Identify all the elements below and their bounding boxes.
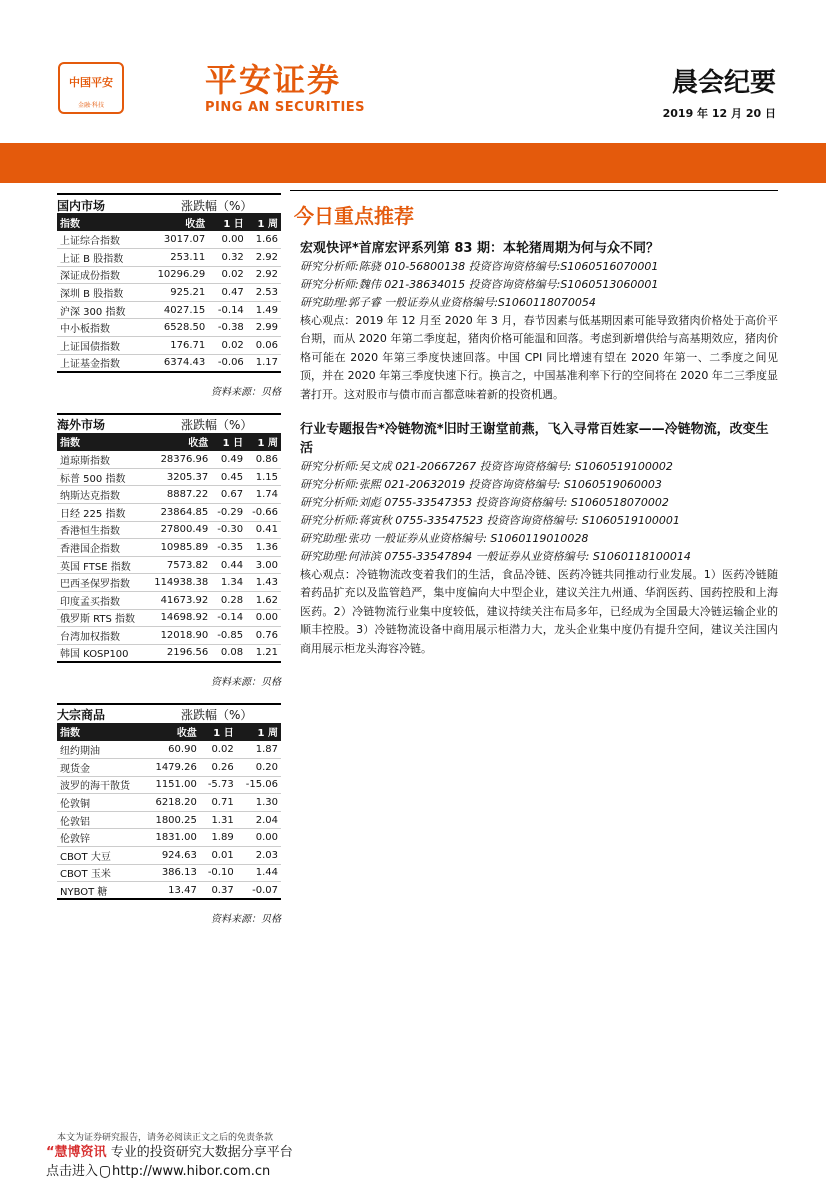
- website-link[interactable]: http://www.hibor.com.cn: [112, 1164, 271, 1179]
- footer-watermark: [46, 1141, 293, 1160]
- table-cell: 3017.07: [143, 231, 208, 249]
- table-cell: 0.45: [211, 468, 246, 486]
- brand-name-cn: 平安证券: [205, 61, 342, 99]
- table-row: [57, 354, 281, 372]
- table-cell: 1.62: [246, 592, 281, 610]
- table-row: [57, 451, 281, 469]
- table-cell: -0.06: [208, 354, 247, 372]
- table-cell: 12018.90: [146, 627, 212, 645]
- table-row: [57, 231, 281, 249]
- pointer-icon: [100, 1166, 110, 1178]
- table-cell: NYBOT 糖: [57, 882, 145, 900]
- table-cell: 0.47: [208, 284, 247, 302]
- table-cell: 纽约期油: [57, 741, 145, 759]
- table-cell: -0.29: [211, 504, 246, 522]
- table-cell: 1800.25: [145, 811, 200, 829]
- table-row: [57, 284, 281, 302]
- table-cell: 1.30: [237, 794, 281, 812]
- pingan-group-logo: [58, 62, 124, 114]
- column-header: 1 周: [247, 213, 281, 231]
- table-cell: 924.63: [145, 846, 200, 864]
- table-row: [57, 266, 281, 284]
- table-row: [57, 846, 281, 864]
- table-cell: -0.30: [211, 521, 246, 539]
- table-cell: -0.10: [200, 864, 237, 882]
- section-title: 今日重点推荐: [294, 204, 414, 228]
- analyst-list: [300, 258, 778, 312]
- table-row: [57, 609, 281, 627]
- analyst-line: 研究分析师:魏伟 021-38634015 投资咨询资格编号:S1060513060001: [300, 278, 659, 291]
- overseas-market-title: 海外市场: [57, 418, 106, 433]
- table-row: [57, 741, 281, 759]
- table-cell: 道琼斯指数: [57, 451, 146, 469]
- article-body: 核心观点：2019 年 12 月至 2020 年 3 月，春节因素与低基期因素可能导致猪肉价格处于高价平台期，而从 2020 年第二季度起，猪肉价格可能温和回落。考虑到新增供给与高基期效应，猪肉价格可能在 2020 年第三季度快速回落。中国 CPI 同比增速有望在 2020 年第一、二季度之间见顶，并在 2020 年第三季度快速下行。换言之，中国基准利率下行的空间将在 2020 年二三季度显著打开。这对股市与债市而言都意味着新的投资机遇。: [300, 314, 778, 401]
- table-cell: 1479.26: [145, 758, 200, 776]
- domestic-source: 资料来源：贝格: [211, 386, 281, 398]
- table-cell: 6528.50: [143, 319, 208, 337]
- table-cell: CBOT 大豆: [57, 846, 145, 864]
- table-cell: 0.00: [246, 609, 281, 627]
- table-cell: 0.44: [211, 556, 246, 574]
- table-cell: 台湾加权指数: [57, 627, 146, 645]
- article-cold-chain: [300, 420, 778, 658]
- table-cell: 上证 B 股指数: [57, 249, 143, 267]
- column-header: 1 周: [237, 723, 281, 741]
- table-cell: -0.07: [237, 882, 281, 900]
- logo-subtext: 金融·科技: [78, 102, 104, 109]
- overseas-market-table: [57, 433, 281, 663]
- table-cell: 2.04: [237, 811, 281, 829]
- table-cell: 41673.92: [146, 592, 212, 610]
- domestic-market-title: 国内市场: [57, 198, 106, 213]
- domestic-market-table: [57, 213, 281, 373]
- domestic-market-block: [57, 193, 281, 403]
- table-row: [57, 882, 281, 900]
- analyst-line: 研究分析师:刘彪 0755-33547353 投资咨询资格编号: S1060518070002: [300, 496, 669, 510]
- column-header: 收盘: [143, 213, 208, 231]
- table-cell: 13.47: [145, 882, 200, 900]
- table-cell: 伦敦锌: [57, 829, 145, 847]
- analyst-line: 研究分析师:张熙 021-20632019 投资咨询资格编号: S1060519060003: [300, 478, 662, 492]
- table-cell: 2.03: [237, 846, 281, 864]
- table-cell: 0.26: [200, 758, 237, 776]
- table-cell: 0.02: [208, 266, 247, 284]
- footer-link-row: [46, 1160, 270, 1179]
- table-cell: 0.00: [208, 231, 247, 249]
- footer-disclaimer: 本文为证券研究报告，请务必阅读正文之后的免责条款: [57, 1133, 274, 1143]
- table-cell: 0.08: [211, 644, 246, 662]
- table-cell: 伦敦铝: [57, 811, 145, 829]
- table-cell: 印度孟买指数: [57, 592, 146, 610]
- table-cell: 0.32: [208, 249, 247, 267]
- table-cell: 3205.37: [146, 468, 212, 486]
- table-cell: 巴西圣保罗指数: [57, 574, 146, 592]
- table-row: [57, 301, 281, 319]
- watermark-slogan: 专业的投资研究大数据分享平台: [110, 1145, 293, 1160]
- table-cell: 纳斯达克指数: [57, 486, 146, 504]
- table-cell: 俄罗斯 RTS 指数: [57, 609, 146, 627]
- analyst-line: 研究分析师:陈骁 010-56800138 投资咨询资格编号:S1060516070001: [300, 260, 659, 273]
- analyst-line: 研究助理:郭子睿 一般证券从业资格编号:S1060118070054: [300, 296, 596, 309]
- table-cell: 925.21: [143, 284, 208, 302]
- table-cell: 1831.00: [145, 829, 200, 847]
- table-cell: 8887.22: [146, 486, 212, 504]
- table-cell: 0.28: [211, 592, 246, 610]
- table-cell: 0.01: [200, 846, 237, 864]
- table-cell: -5.73: [200, 776, 237, 794]
- table-cell: 14698.92: [146, 609, 212, 627]
- table-row: [57, 864, 281, 882]
- article-macro: [300, 239, 778, 404]
- overseas-source: 资料来源：贝格: [211, 676, 281, 688]
- table-row: [57, 758, 281, 776]
- table-cell: 1.31: [200, 811, 237, 829]
- table-cell: 深证成份指数: [57, 266, 143, 284]
- table-cell: 0.41: [246, 521, 281, 539]
- table-cell: 1.89: [200, 829, 237, 847]
- document-date: 2019 年 12 月 20 日: [662, 107, 776, 120]
- table-cell: 上证基金指数: [57, 354, 143, 372]
- table-cell: 1.17: [247, 354, 281, 372]
- table-cell: 7573.82: [146, 556, 212, 574]
- commodities-source: 资料来源：贝格: [211, 914, 281, 926]
- table-cell: 日经 225 指数: [57, 504, 146, 522]
- table-header-row: [57, 723, 281, 741]
- table-cell: 0.20: [237, 758, 281, 776]
- analyst-line: 研究助理:张功 一般证券从业资格编号: S1060119010028: [300, 532, 589, 546]
- table-cell: 0.76: [246, 627, 281, 645]
- table-row: [57, 319, 281, 337]
- table-cell: 27800.49: [146, 521, 212, 539]
- table-cell: 23864.85: [146, 504, 212, 522]
- domestic-market-unit: 涨跌幅（%）: [181, 198, 253, 213]
- table-cell: 上证综合指数: [57, 231, 143, 249]
- commodities-table: [57, 723, 281, 900]
- quote-mark: “: [46, 1145, 55, 1160]
- column-header: 1 日: [211, 433, 246, 451]
- table-cell: 4027.15: [143, 301, 208, 319]
- watermark-brand: 慧博资讯: [54, 1145, 107, 1160]
- table-cell: 253.11: [143, 249, 208, 267]
- table-cell: 1.49: [247, 301, 281, 319]
- table-cell: -0.66: [246, 504, 281, 522]
- table-row: [57, 468, 281, 486]
- table-cell: 中小板指数: [57, 319, 143, 337]
- table-cell: 英国 FTSE 指数: [57, 556, 146, 574]
- table-cell: 1.34: [211, 574, 246, 592]
- table-cell: 韩国 KOSP100: [57, 644, 146, 662]
- document-title: 晨会纪要: [671, 68, 776, 98]
- analyst-list: [300, 458, 778, 566]
- commodities-header: [57, 703, 281, 723]
- column-header: 指数: [57, 433, 146, 451]
- table-cell: 0.71: [200, 794, 237, 812]
- table-cell: 0.67: [211, 486, 246, 504]
- table-cell: CBOT 玉米: [57, 864, 145, 882]
- table-cell: -15.06: [237, 776, 281, 794]
- table-cell: 1.44: [237, 864, 281, 882]
- table-cell: 1151.00: [145, 776, 200, 794]
- table-cell: 114938.38: [146, 574, 212, 592]
- table-cell: 0.06: [247, 337, 281, 355]
- table-cell: 1.15: [246, 468, 281, 486]
- table-cell: 标普 500 指数: [57, 468, 146, 486]
- table-row: [57, 521, 281, 539]
- table-cell: 现货金: [57, 758, 145, 776]
- brand-name-en: PING AN SECURITIES: [205, 100, 366, 115]
- table-row: [57, 486, 281, 504]
- table-cell: 伦敦铜: [57, 794, 145, 812]
- header-band: [0, 143, 826, 183]
- column-header: 收盘: [146, 433, 212, 451]
- article-title[interactable]: 行业专题报告*冷链物流*旧时王谢堂前燕，飞入寻常百姓家——冷链物流，改变生活: [300, 422, 769, 457]
- table-cell: -0.14: [211, 609, 246, 627]
- logo-text: 中国平安: [69, 76, 113, 89]
- column-header: 1 日: [208, 213, 247, 231]
- table-row: [57, 592, 281, 610]
- table-cell: 2196.56: [146, 644, 212, 662]
- table-cell: 2.99: [247, 319, 281, 337]
- table-cell: 10985.89: [146, 539, 212, 557]
- analyst-line: 研究分析师:蒋寅秋 0755-33547523 投资咨询资格编号: S1060519100001: [300, 514, 680, 528]
- table-row: [57, 829, 281, 847]
- commodities-unit: 涨跌幅（%）: [181, 708, 253, 723]
- table-cell: 1.87: [237, 741, 281, 759]
- table-cell: 沪深 300 指数: [57, 301, 143, 319]
- analyst-line: 研究助理:何沛滨 0755-33547894 一般证券从业资格编号: S1060118100014: [300, 550, 691, 564]
- table-cell: 6374.43: [143, 354, 208, 372]
- link-prefix: 点击进入: [46, 1164, 99, 1179]
- analyst-line: 研究分析师:吴文成 021-20667267 投资咨询资格编号: S1060519100002: [300, 460, 673, 474]
- table-row: [57, 644, 281, 662]
- column-header: 指数: [57, 723, 145, 741]
- commodities-block: [57, 703, 281, 930]
- article-title[interactable]: 宏观快评*首席宏评系列第 83 期：本轮猪周期为何与众不同？: [300, 241, 659, 256]
- table-cell: 0.49: [211, 451, 246, 469]
- table-cell: 波罗的海干散货: [57, 776, 145, 794]
- table-cell: 6218.20: [145, 794, 200, 812]
- main-content: [294, 190, 778, 658]
- table-header-row: [57, 433, 281, 451]
- table-header-row: [57, 213, 281, 231]
- table-cell: 1.66: [247, 231, 281, 249]
- table-cell: 1.43: [246, 574, 281, 592]
- table-cell: 386.13: [145, 864, 200, 882]
- overseas-market-unit: 涨跌幅（%）: [181, 418, 253, 433]
- table-cell: 0.02: [200, 741, 237, 759]
- table-row: [57, 539, 281, 557]
- column-header: 1 日: [200, 723, 237, 741]
- table-cell: 28376.96: [146, 451, 212, 469]
- table-cell: 10296.29: [143, 266, 208, 284]
- table-cell: 香港国企指数: [57, 539, 146, 557]
- table-row: [57, 574, 281, 592]
- table-cell: -0.14: [208, 301, 247, 319]
- table-cell: 3.00: [246, 556, 281, 574]
- table-cell: 1.74: [246, 486, 281, 504]
- table-row: [57, 504, 281, 522]
- market-sidebar: [57, 193, 281, 940]
- table-row: [57, 776, 281, 794]
- table-cell: 0.86: [246, 451, 281, 469]
- table-cell: 2.92: [247, 249, 281, 267]
- overseas-market-block: [57, 413, 281, 693]
- table-cell: -0.38: [208, 319, 247, 337]
- table-row: [57, 794, 281, 812]
- table-row: [57, 337, 281, 355]
- brand-logo: [205, 62, 365, 115]
- table-row: [57, 627, 281, 645]
- column-header: 1 周: [246, 433, 281, 451]
- table-cell: 60.90: [145, 741, 200, 759]
- table-row: [57, 811, 281, 829]
- table-cell: 上证国债指数: [57, 337, 143, 355]
- column-header: 收盘: [145, 723, 200, 741]
- article-body: 核心观点：冷链物流改变着我们的生活，食品冷链、医药冷链共同推动行业发展。1）医药冷链随着药品扩充以及监管趋严，集中度偏向大中型企业，建议关注九州通、华润医药、国药控股和上海医药。2）冷链物流行业集中度较低，建议持续关注布局多年，已经成为全国最大冷链运输企业的顺丰控股。3）冷链物流设备中商用展示柜潜力大，龙头企业集中度仍有提升空间，建议关注国内商用展示柜龙头海容冷链。: [300, 568, 778, 655]
- table-cell: -0.35: [211, 539, 246, 557]
- overseas-market-header: [57, 413, 281, 433]
- table-cell: 0.00: [237, 829, 281, 847]
- domestic-market-header: [57, 193, 281, 213]
- table-cell: 2.92: [247, 266, 281, 284]
- table-row: [57, 556, 281, 574]
- table-cell: 深圳 B 股指数: [57, 284, 143, 302]
- table-cell: 176.71: [143, 337, 208, 355]
- table-cell: 2.53: [247, 284, 281, 302]
- table-cell: 0.37: [200, 882, 237, 900]
- table-row: [57, 249, 281, 267]
- column-header: 指数: [57, 213, 143, 231]
- table-cell: -0.85: [211, 627, 246, 645]
- table-cell: 0.02: [208, 337, 247, 355]
- table-cell: 香港恒生指数: [57, 521, 146, 539]
- table-cell: 1.36: [246, 539, 281, 557]
- table-cell: 1.21: [246, 644, 281, 662]
- commodities-title: 大宗商品: [57, 708, 106, 723]
